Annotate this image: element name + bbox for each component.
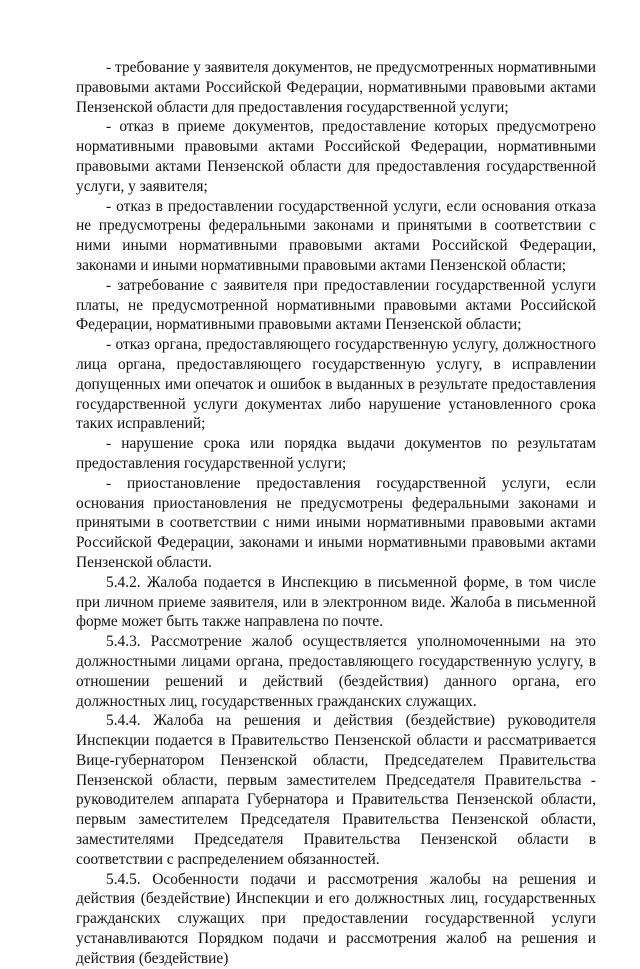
- paragraph-deadline-violation: - нарушение срока или порядка выдачи документов по результатам предоставления государственной услуги;: [76, 435, 596, 472]
- paragraph-5-4-4: 5.4.4. Жалоба на решения и действия (бездействие) руководителя Инспекции подается в Правительство Пензенской области и рассматривается Вице-губернатором Пензенской области, Председателем Правительства Пензенской области, первым заместителем Председателя Правительства - руководителем аппарата Губернатора и Правительства Пензенской области, первым заместителем Председателя Правительства Пензенской области, заместителями Председателя Правительства Пензенской области в соответствии с распределением обязанностей.: [76, 712, 596, 868]
- paragraph-requirement-documents: - требование у заявителя документов, не предусмотренных нормативными правовыми актами Российской Федерации, нормативными правовыми актами Пензенской области для предоставления государственной услуги;: [76, 59, 596, 116]
- paragraph-5-4-5: 5.4.5. Особенности подачи и рассмотрения жалобы на решения и действия (бездействие) Инспекции и его должностных лиц, государственных гражданских служащих при предоставлении государственной услуги устанавливаются Порядком подачи и рассмотрения жалоб на решения и действия (бездействие): [76, 870, 596, 967]
- paragraph-5-4-3: 5.4.3. Рассмотрение жалоб осуществляется уполномоченными на это должностными лицами органа, предоставляющего государственную услугу, в отношении решений и действий (бездействия) данного органа, его должностных лиц, государственных гражданских служащих.: [76, 633, 596, 710]
- paragraph-fee-demand: - затребование с заявителя при предоставлении государственной услуги платы, не предусмотренной нормативными правовыми актами Российской Федерации, нормативными правовыми актами Пензенской области;: [76, 276, 596, 334]
- paragraph-suspension: - приостановление предоставления государственной услуги, если основания приостановления не предусмотрены федеральными законами и принятыми в соответствии с ними иными нормативными правовыми актами Российской Федерации, законами и иными нормативными правовыми актами Пензенской области.: [76, 474, 596, 571]
- paragraph-refusal-correction: - отказ органа, предоставляющего государственную услугу, должностного лица органа, предоставляющего государственную услугу, в исправлении допущенных ими опечаток и ошибок в выданных в результате предоставления государственной услуги документах либо нарушение установленного срока таких исправлений;: [76, 336, 596, 433]
- paragraph-refusal-acceptance: - отказ в приеме документов, предоставление которых предусмотрено нормативными правовыми актами Российской Федерации, нормативными правовыми актами Пензенской области для предоставления государственной услуги, у заявителя;: [76, 118, 596, 195]
- document-body: [76, 58, 596, 969]
- paragraph-5-4-2: 5.4.2. Жалоба подается в Инспекцию в письменной форме, в том числе при личном приеме заявителя, или в электронном виде. Жалоба в письменной форме может быть также направлена по почте.: [76, 573, 596, 631]
- paragraph-refusal-service: - отказ в предоставлении государственной услуги, если основания отказа не предусмотрены федеральными законами и принятыми в соответствии с ними иными нормативными правовыми актами Российской Федерации, законами и иными нормативными правовыми актами Пензенской области;: [76, 197, 596, 274]
